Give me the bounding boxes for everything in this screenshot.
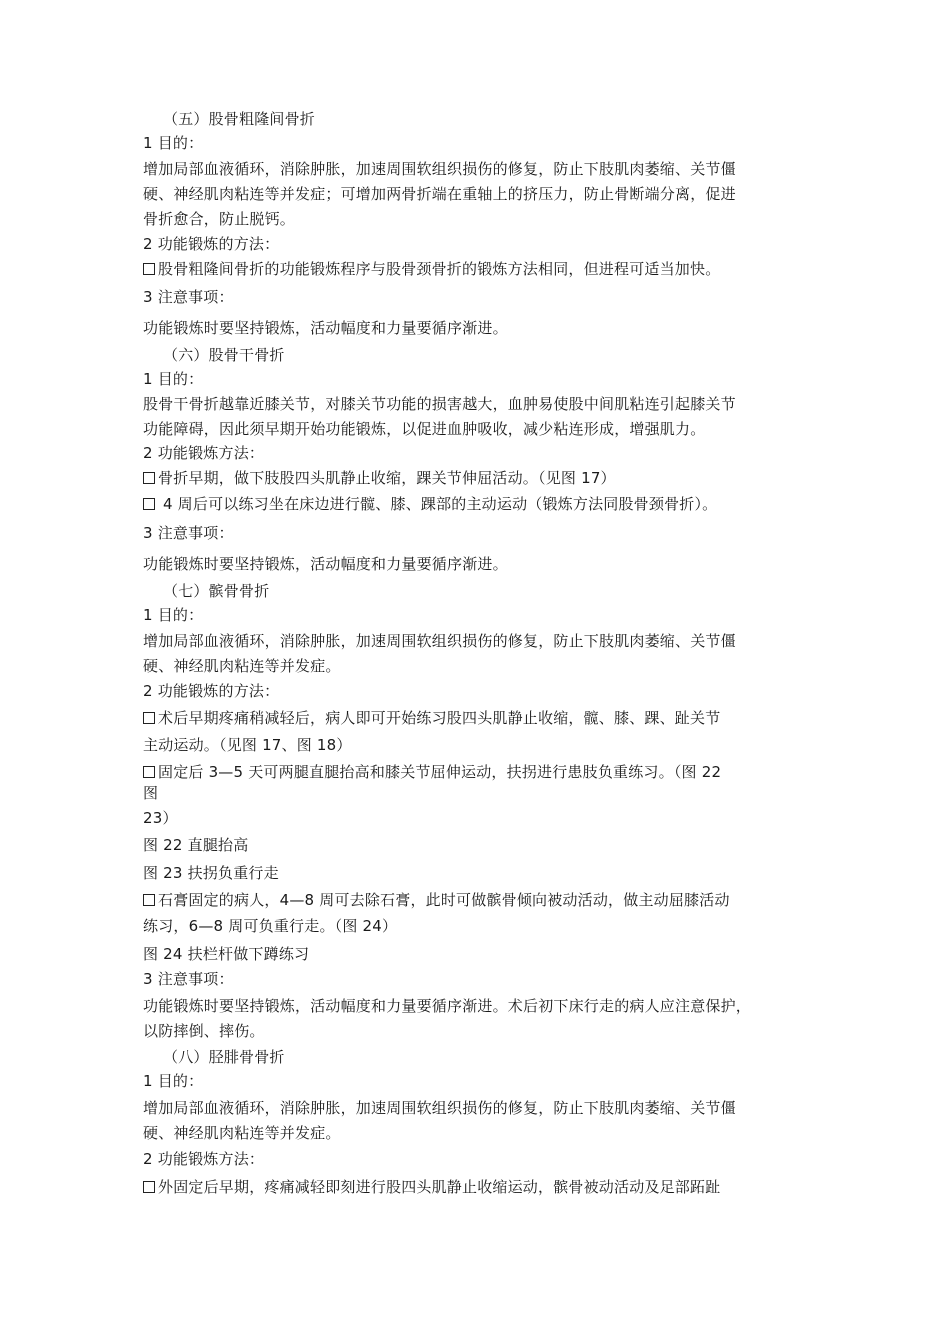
subheading-purpose: 1 目的： [143,606,204,624]
checkbox-square-icon [143,498,155,510]
checkbox-square-icon [143,263,155,275]
figure-caption: 图 24 扶栏杆做下蹲练习 [143,945,310,963]
paragraph-line: 23） [143,809,178,827]
paragraph-line: 以防摔倒、摔伤。 [143,1022,265,1040]
subheading-notes: 3 注意事项： [143,524,234,542]
figure-caption: 图 22 直腿抬高 [143,836,249,854]
paragraph-line: 图 [143,784,159,802]
paragraph-line: 增加局部血液循环，消除肿胀，加速周围软组织损伤的修复，防止下肢肌肉萎缩、关节僵 [143,1099,736,1117]
bullet-text: 骨折早期，做下肢股四头肌静止收缩，踝关节伸屈活动。（见图 17） [158,469,616,487]
paragraph-line: 主动运动。（见图 17、图 18） [143,736,352,754]
subheading-purpose: 1 目的： [143,370,204,388]
section-heading-8: （八）胫腓骨骨折 [163,1048,285,1066]
subheading-notes: 3 注意事项： [143,288,234,306]
paragraph-line: 股骨干骨折越靠近膝关节，对膝关节功能的损害越大，血肿易使股中间肌粘连引起膝关节 [143,395,736,413]
subheading-purpose: 1 目的： [143,1072,204,1090]
paragraph-line: 功能锻炼时要坚持锻炼，活动幅度和力量要循序渐进。 [143,319,508,337]
section-heading-7: （七）髌骨骨折 [163,582,270,600]
bullet-text: 固定后 3—5 天可两腿直腿抬高和膝关节屈伸运动，扶拐进行患肢负重练习。（图 22 [158,763,722,781]
bullet-item [143,761,823,783]
paragraph-line: 硬、神经肌肉粘连等并发症。 [143,657,341,675]
paragraph-line: 功能锻炼时要坚持锻炼，活动幅度和力量要循序渐进。术后初下床行走的病人应注意保护， [143,997,752,1015]
bullet-item [143,889,823,911]
bullet-item [143,493,823,515]
paragraph-line: 硬、神经肌肉粘连等并发症；可增加两骨折端在重轴上的挤压力，防止骨断端分离，促进 [143,185,736,203]
section-heading-5: （五）股骨粗隆间骨折 [163,110,316,128]
bullet-text: 术后早期疼痛稍减轻后，病人即可开始练习股四头肌静止收缩，髋、膝、踝、趾关节 [158,709,721,727]
subheading-method: 2 功能锻炼方法： [143,1150,265,1168]
section-heading-6: （六）股骨干骨折 [163,346,285,364]
figure-caption: 图 23 扶拐负重行走 [143,864,279,882]
bullet-item [143,258,823,280]
checkbox-square-icon [143,766,155,778]
bullet-text: 石膏固定的病人，4—8 周可去除石膏，此时可做髌骨倾向被动活动，做主动屈膝活动 [158,891,730,909]
paragraph-line: 硬、神经肌肉粘连等并发症。 [143,1124,341,1142]
checkbox-square-icon [143,894,155,906]
subheading-notes: 3 注意事项： [143,970,234,988]
bullet-text: 外固定后早期，疼痛减轻即刻进行股四头肌静止收缩运动，髌骨被动活动及足部跖趾 [158,1178,721,1196]
checkbox-square-icon [143,712,155,724]
paragraph-line: 骨折愈合，防止脱钙。 [143,210,296,228]
subheading-method: 2 功能锻炼的方法： [143,682,280,700]
paragraph-line: 增加局部血液循环，消除肿胀，加速周围软组织损伤的修复，防止下肢肌肉萎缩、关节僵 [143,632,736,650]
bullet-text: 股骨粗隆间骨折的功能锻炼程序与股骨颈骨折的锻炼方法相同，但进程可适当加快。 [158,260,721,278]
subheading-method: 2 功能锻炼方法： [143,444,265,462]
subheading-purpose: 1 目的： [143,134,204,152]
paragraph-line: 增加局部血液循环，消除肿胀，加速周围软组织损伤的修复，防止下肢肌肉萎缩、关节僵 [143,160,736,178]
checkbox-square-icon [143,472,155,484]
checkbox-square-icon [143,1181,155,1193]
paragraph-line: 功能障碍，因此须早期开始功能锻炼，以促进血肿吸收，减少粘连形成，增强肌力。 [143,420,706,438]
paragraph-line: 练习，6—8 周可负重行走。（图 24） [143,917,398,935]
bullet-item [143,1176,823,1198]
paragraph-line: 功能锻炼时要坚持锻炼，活动幅度和力量要循序渐进。 [143,555,508,573]
bullet-item [143,707,823,729]
bullet-item [143,467,823,489]
subheading-method: 2 功能锻炼的方法： [143,235,280,253]
bullet-text: 4 周后可以练习坐在床边进行髋、膝、踝部的主动运动（锻炼方法同股骨颈骨折）。 [158,495,718,513]
